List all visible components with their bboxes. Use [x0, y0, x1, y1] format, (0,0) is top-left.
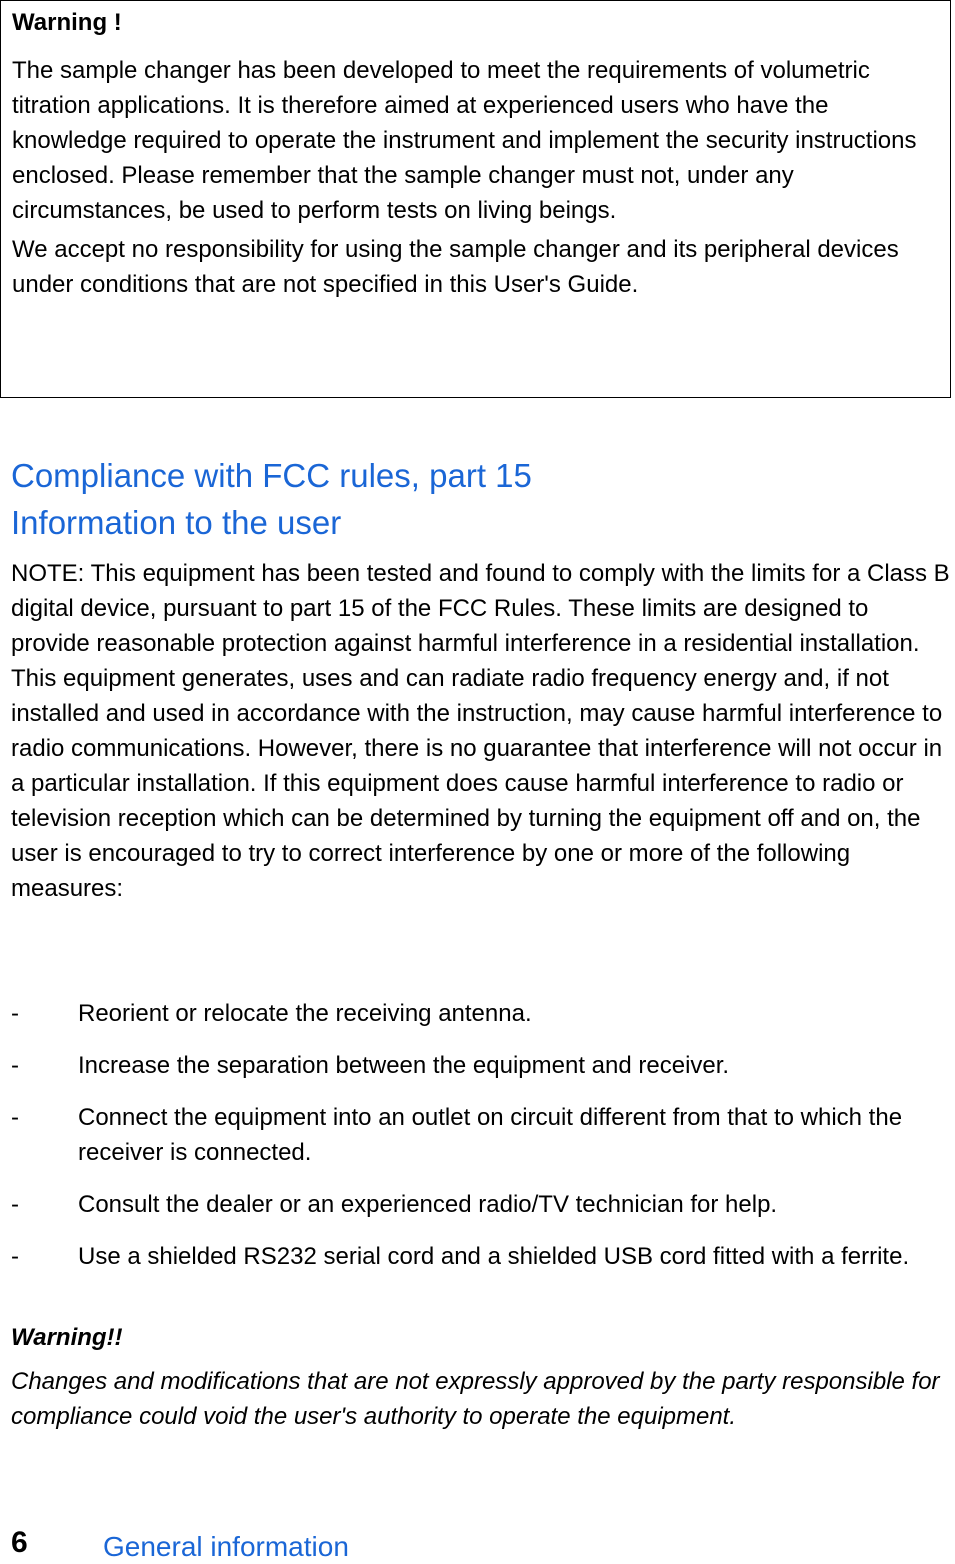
- list-item: [11, 1100, 951, 1170]
- heading-line-1: Compliance with FCC rules, part 15: [11, 457, 532, 494]
- list-item: [11, 996, 951, 1031]
- fcc-warning-text: Changes and modifications that are not expressly approved by the party responsible for compliance could void the user's authority to operate the equipment.: [11, 1368, 940, 1430]
- list-item-text: Use a shielded RS232 serial cord and a shielded USB cord fitted with a ferrite.: [78, 1243, 910, 1270]
- section-heading: [11, 452, 941, 546]
- heading-line-2: Information to the user: [11, 504, 342, 541]
- list-item: [11, 1048, 951, 1083]
- page-number: 6: [11, 1526, 28, 1559]
- list-dash: -: [11, 1243, 19, 1270]
- list-item-text: Connect the equipment into an outlet on circuit different from that to which the receiver is connected.: [78, 1104, 903, 1166]
- list-item: [11, 1187, 951, 1222]
- warning-paragraph-1: The sample changer has been developed to meet the requirements of volumetric titration applications. It is therefore aimed at experienced users who have the knowledge required to operate the instrument and implement the security instructions enclosed. Please remember that the sample changer must not, under any circumstances, be used to perform tests on living beings.: [12, 57, 917, 224]
- list-dash: -: [11, 1104, 19, 1131]
- list-dash: -: [11, 1000, 19, 1027]
- list-item: [11, 1239, 951, 1274]
- list-dash: -: [11, 1052, 19, 1079]
- list-item-text: Consult the dealer or an experienced radio/TV technician for help.: [78, 1191, 778, 1218]
- warning-box: [0, 0, 951, 398]
- footer-section-name: General information: [103, 1531, 349, 1562]
- list-item-text: Increase the separation between the equipment and receiver.: [78, 1052, 730, 1079]
- warning-title: Warning !: [12, 9, 122, 36]
- fcc-notice: NOTE: This equipment has been tested and found to comply with the limits for a Class B digital device, pursuant to part 15 of the FCC Rules. These limits are designed to provide reasonable protection against harmful interference in a residential installation. This equipment generates, uses and can radiate radio frequency energy and, if not installed and used in accordance with the instruction, may cause harmful interference to radio communications. However, there is no guarantee that interference will not occur in a particular installation. If this equipment does cause harmful interference to radio or television reception which can be determined by turning the equipment off and on, the user is encouraged to try to correct interference by one or more of the following measures:: [11, 560, 950, 902]
- fcc-warning-title: Warning!!: [11, 1324, 123, 1351]
- list-item-text: Reorient or relocate the receiving antenna.: [78, 1000, 532, 1027]
- measures-list: [11, 996, 951, 1291]
- warning-paragraph-2: We accept no responsibility for using the sample changer and its peripheral devices under conditions that are not specified in this User's Guide.: [12, 236, 899, 298]
- list-dash: -: [11, 1191, 19, 1218]
